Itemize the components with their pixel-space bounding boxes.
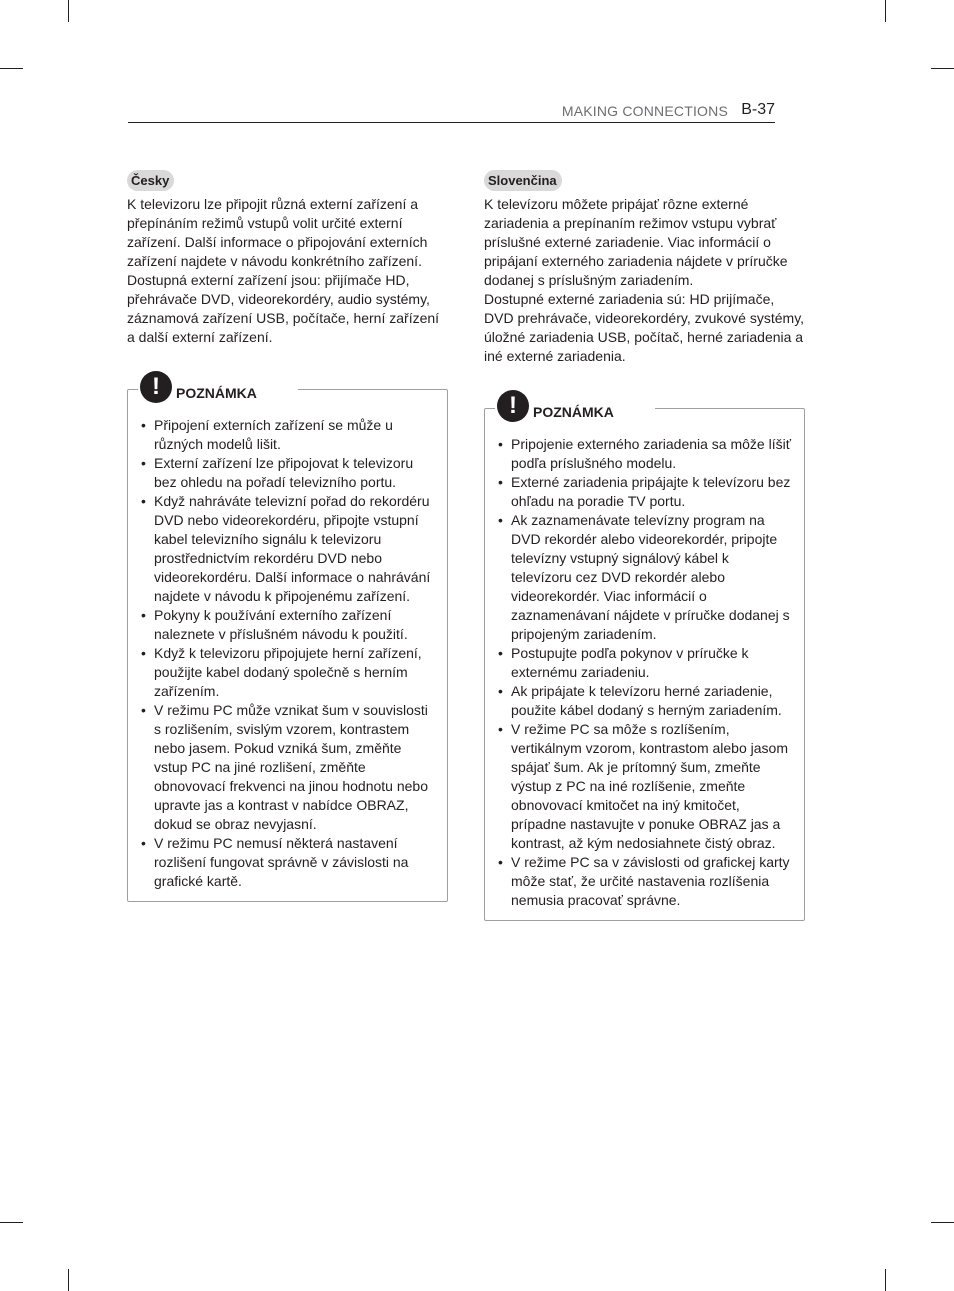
intro-text (127, 195, 448, 347)
exclamation-icon: ! (140, 371, 172, 403)
column-czech (127, 170, 448, 902)
note-item: • Pripojenie externého zariadenia sa môže líšiť podľa príslušného modelu. (497, 435, 792, 473)
intro-paragraph: Dostupné externé zariadenia sú: HD prijímače, DVD prehrávače, videorekordéry, zvukové systémy, úložné zariadenia USB, počítač, herné zariadenia a iné externé zariadenia. (484, 291, 805, 364)
page-header (128, 100, 775, 123)
crop-mark (931, 68, 954, 69)
exclamation-icon: ! (497, 390, 529, 422)
crop-mark (885, 0, 886, 22)
note-box (127, 373, 448, 902)
intro-text (484, 195, 805, 366)
note-item: • Ak pripájate k televízoru herné zariadenie, použite kábel dodaný s herným zariadením. (497, 682, 792, 720)
note-item: • V režime PC sa v závislosti od grafickej karty môže stať, že určité nastavenia rozlíšenia nemusia pracovať správne. (497, 853, 792, 910)
note-list (140, 416, 435, 891)
crop-mark (0, 1222, 23, 1223)
note-item: • Externí zařízení lze připojovat k televizoru bez ohledu na pořadí televizního portu. (140, 454, 435, 492)
note-item: • V režimu PC může vznikat šum v souvislosti s rozlišením, svislým vzorem, kontrastem nebo jasem. Pokud vzniká šum, změňte vstup PC na jiné rozlišení, změňte obnovovací frekvenci na jinou hodnotu nebo upravte jas a kontrast v nabídce OBRAZ, dokud se obraz nevyjasní. (140, 701, 435, 834)
crop-mark (0, 68, 23, 69)
page-number: B-37 (741, 101, 775, 118)
note-item: • Pokyny k používání externího zařízení naleznete v příslušném návodu k použití. (140, 606, 435, 644)
column-slovak (484, 170, 805, 921)
intro-paragraph: K televizoru lze připojit různá externí zařízení a přepínáním režimů vstupů volit určité externí zařízení. Další informace o připojování externích zařízení najdete v návodu konkrétního zařízení. (127, 196, 428, 269)
note-title: POZNÁMKA (176, 385, 257, 401)
note-item: • Externé zariadenia pripájajte k televízoru bez ohľadu na poradie TV portu. (497, 473, 792, 511)
crop-mark (68, 1269, 69, 1291)
note-box (484, 392, 805, 921)
note-item: • Postupujte podľa pokynov v príručke k externému zariadeniu. (497, 644, 792, 682)
note-item: • Připojení externích zařízení se může u různých modelů lišit. (140, 416, 435, 454)
intro-paragraph: Dostupná externí zařízení jsou: přijímače HD, přehrávače DVD, videorekordéry, audio systémy, záznamová zařízení USB, počítače, herní zařízení a další externí zařízení. (127, 272, 440, 345)
language-tag: Slovenčina (484, 170, 562, 191)
note-item: • V režime PC sa môže s rozlíšením, vertikálnym vzorom, kontrastom alebo jasom spájať šum. Ak je prítomný šum, zmeňte výstup z PC na iné rozlíšenie, zmeňte obnovovací kmitočet na iný kmitočet, prípadne nastavujte v ponuke OBRAZ jas a kontrast, až kým nedosiahnete čistý obraz. (497, 720, 792, 853)
note-item: • Když nahráváte televizní pořad do rekordéru DVD nebo videorekordéru, připojte vstupní kabel televizního signálu k televizoru prostřednictvím rekordéru DVD nebo videorekordéru. Další informace o nahrávání najdete v návodu k připojenému zařízení. (140, 492, 435, 606)
note-item: • V režimu PC nemusí některá nastavení rozlišení fungovat správně v závislosti na grafické kartě. (140, 834, 435, 891)
intro-paragraph: K televízoru môžete pripájať rôzne externé zariadenia a prepínaním režimov vstupu vybrať príslušné externé zariadenie. Viac informácií o pripájaní externého zariadenia nájdete v príručke dodanej s príslušným zariadením. (484, 196, 788, 288)
note-header (138, 367, 298, 403)
crop-mark (931, 1222, 954, 1223)
note-item: • Ak zaznamenávate televízny program na DVD rekordér alebo videorekordér, pripojte televízny vstupný signálový kábel k televízoru cez DVD rekordér alebo videorekordér. Viac informácií o zaznamenávaní nájdete v príručke dodanej s pripojeným zariadením. (497, 511, 792, 644)
note-item: • Když k televizoru připojujete herní zařízení, použijte kabel dodaný společně s herním zařízením. (140, 644, 435, 701)
note-list (497, 435, 792, 910)
crop-mark (68, 0, 69, 22)
language-tag: Česky (127, 170, 174, 191)
note-title: POZNÁMKA (533, 404, 614, 420)
crop-mark (885, 1269, 886, 1291)
note-header (495, 386, 655, 422)
section-title: MAKING CONNECTIONS (561, 103, 728, 119)
